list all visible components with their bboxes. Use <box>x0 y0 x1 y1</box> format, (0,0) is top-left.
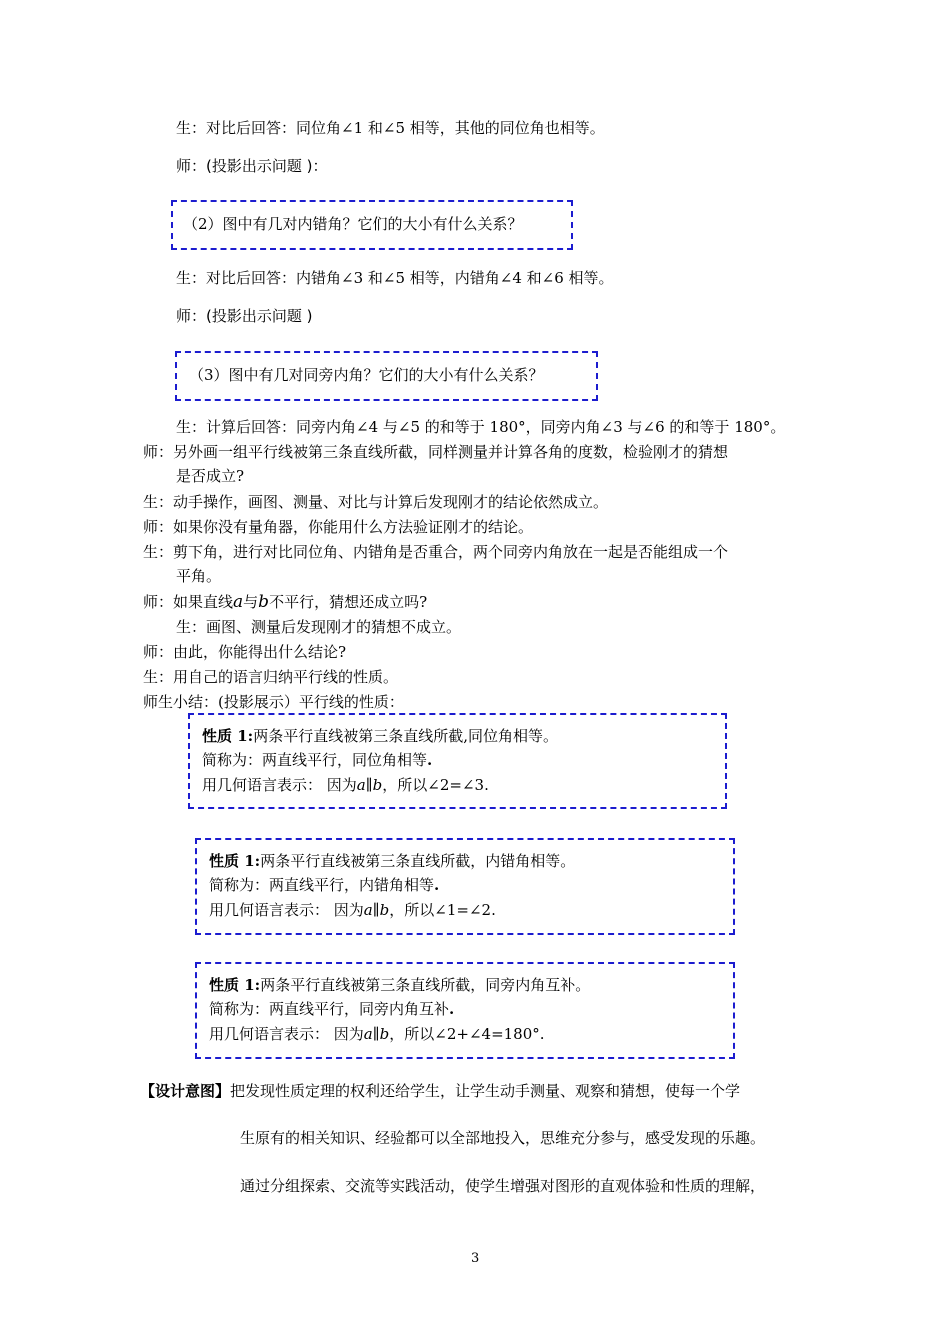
line-teacher-verify: 师：另外画一组平行线被第三条直线所截，同样测量并计算各角的度数，检验刚才的猜想 <box>143 443 729 461</box>
var-a: a <box>356 776 366 794</box>
property-3-geometry <box>209 1024 545 1044</box>
var-b: b <box>372 776 383 794</box>
question-box-3 <box>175 351 598 401</box>
text: 简称为：两直线平行，内错角相等 <box>209 876 435 894</box>
property-2-short <box>209 875 439 895</box>
design-intent-label: 【设计意图】 <box>140 1082 231 1100</box>
var-b: b <box>379 1025 390 1043</box>
var-b: b <box>379 901 390 919</box>
text: 两条平行直线被第三条直线所截，内错角相等。 <box>260 852 576 870</box>
design-intent-line-3: 通过分组探索、交流等实践活动，使学生增强对图形的直观体验和性质的理解， <box>240 1177 766 1195</box>
parallel-symbol: ∥ <box>372 901 380 919</box>
property-1-head: 性质 1: <box>202 727 254 745</box>
line-teacher-verify-cont: 是否成立? <box>176 467 245 485</box>
text: 简称为：两直线平行，同旁内角互补 <box>209 1000 450 1018</box>
property-3-statement <box>209 975 590 995</box>
var-a: a <box>363 901 373 919</box>
question-3-text: （3）图中有几对同旁内角？它们的大小有什么关系？ <box>189 366 544 384</box>
property-3-short <box>209 999 454 1019</box>
text: 不平行，猜想还成立吗? <box>269 593 428 611</box>
line-teacher-protractor: 师：如果你没有量角器，你能用什么方法验证刚才的结论。 <box>143 518 534 536</box>
property-box-1 <box>188 713 727 809</box>
var-a: a <box>363 1025 373 1043</box>
property-1-geometry <box>202 775 489 795</box>
question-2-text: （2）图中有几对内错角？它们的大小有什么关系？ <box>183 215 523 233</box>
property-1-short <box>202 750 432 770</box>
text: ，所以∠2=∠3. <box>382 776 489 794</box>
var-a: a <box>233 592 244 612</box>
line-teacher-project-1: 师：(投影出示问题 )： <box>176 157 328 175</box>
property-1-statement <box>202 726 558 746</box>
text: 用几何语言表示： 因为 <box>209 901 364 919</box>
line-summary: 师生小结：(投影展示）平行线的性质： <box>143 693 404 711</box>
property-2-geometry <box>209 900 496 920</box>
design-intent-line-1 <box>140 1081 740 1101</box>
line-teacher-not-parallel <box>143 592 427 612</box>
line-student-calc: 生：计算后回答：同旁内角∠4 与∠5 的和等于 180°，同旁内角∠3 与∠6 的和等于 180°。 <box>176 418 786 436</box>
question-box-2 <box>171 200 573 250</box>
line-student-measure: 生：画图、测量后发现刚才的猜想不成立。 <box>176 618 462 636</box>
text: . <box>427 751 433 769</box>
text: . <box>434 876 440 894</box>
text: ，所以∠1=∠2. <box>389 901 496 919</box>
property-2-statement <box>209 851 575 871</box>
line-student-operate: 生：动手操作，画图、测量、对比与计算后发现刚才的结论依然成立。 <box>143 493 609 511</box>
text: 与 <box>243 593 259 611</box>
property-3-head: 性质 1: <box>209 976 261 994</box>
line-student-cut: 生：剪下角，进行对比同位角、内错角是否重合，两个同旁内角放在一起是否能组成一个 <box>143 543 729 561</box>
text: 用几何语言表示： 因为 <box>202 776 357 794</box>
property-box-2 <box>195 838 735 935</box>
property-2-head: 性质 1: <box>209 852 261 870</box>
text: 两条平行直线被第三条直线所截,同位角相等。 <box>253 727 558 745</box>
line-student-answer-2: 生：对比后回答：内错角∠3 和∠5 相等，内错角∠4 和∠6 相等。 <box>176 269 614 287</box>
page-number: 3 <box>471 1251 480 1266</box>
property-box-3 <box>195 962 735 1059</box>
text: 简称为：两直线平行，同位角相等 <box>202 751 428 769</box>
line-teacher-project-2: 师：(投影出示问题 ) <box>176 307 313 325</box>
var-b: b <box>258 592 270 612</box>
text: 用几何语言表示： 因为 <box>209 1025 364 1043</box>
line-student-answer-1: 生：对比后回答：同位角∠1 和∠5 相等，其他的同位角也相等。 <box>176 119 605 137</box>
text: 师：如果直线 <box>143 593 234 611</box>
design-intent-line-2: 生原有的相关知识、经验都可以全部地投入，思维充分参与，感受发现的乐趣。 <box>240 1129 766 1147</box>
text: 把发现性质定理的权利还给学生，让学生动手测量、观察和猜想，使每一个学 <box>230 1082 741 1100</box>
text: 两条平行直线被第三条直线所截，同旁内角互补。 <box>260 976 591 994</box>
parallel-symbol: ∥ <box>372 1025 380 1043</box>
line-teacher-conclusion: 师：由此，你能得出什么结论? <box>143 643 347 661</box>
text: ，所以∠2+∠4=180°. <box>389 1025 545 1043</box>
parallel-symbol: ∥ <box>365 776 373 794</box>
line-student-cut-cont: 平角。 <box>176 567 222 585</box>
line-student-summarize: 生：用自己的语言归纳平行线的性质。 <box>143 668 399 686</box>
text: . <box>449 1000 455 1018</box>
